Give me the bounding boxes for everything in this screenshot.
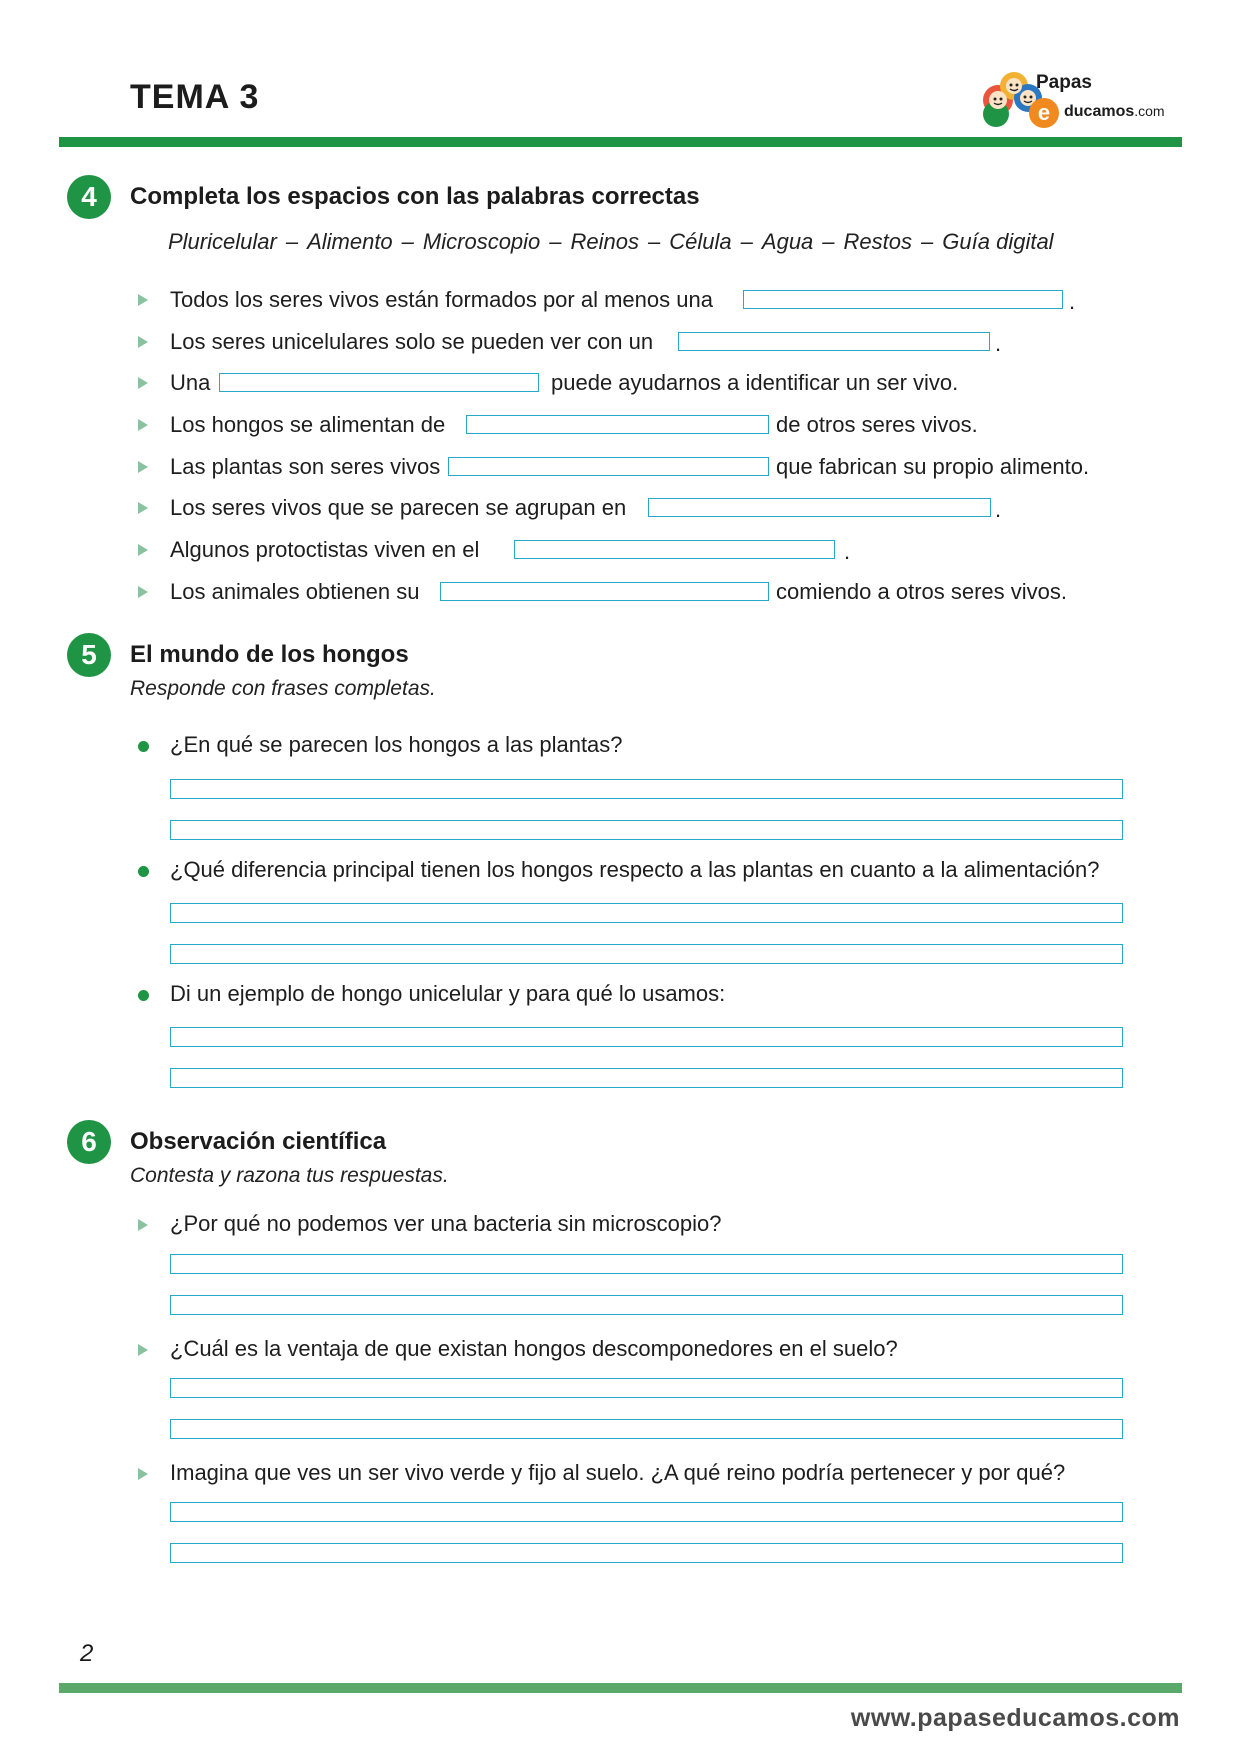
word-bank-separator: –: [921, 229, 934, 254]
logo-com: .com: [1134, 103, 1165, 119]
dot-bullet-icon: [138, 866, 149, 877]
fill-sentence-6-end: .: [995, 497, 1002, 522]
word-bank-item: Alimento: [307, 229, 393, 254]
section-number-4: 4: [67, 175, 111, 219]
fill-blank-4[interactable]: [466, 415, 769, 434]
triangle-bullet-icon: [138, 586, 148, 598]
word-bank-separator: –: [740, 229, 753, 254]
logo-word-ducamos: ducamos: [1064, 103, 1135, 120]
answer-line[interactable]: [170, 1378, 1123, 1398]
word-bank-item: Agua: [761, 229, 814, 254]
answer-line[interactable]: [170, 903, 1123, 923]
page-number: 2: [80, 1640, 94, 1667]
triangle-bullet-icon: [138, 1219, 148, 1231]
footer-divider: [59, 1683, 1182, 1693]
fill-sentence-4-end: de otros seres vivos.: [776, 412, 978, 437]
word-bank-separator: –: [401, 229, 414, 254]
triangle-bullet-icon: [138, 544, 148, 556]
fill-sentence-1-start: Todos los seres vivos están formados por al menos una: [170, 287, 713, 312]
fill-blank-3[interactable]: [219, 373, 539, 392]
question-5-2: ¿Qué diferencia principal tienen los hongos respecto a las plantas en cuanto a la alimentación?: [170, 857, 1100, 882]
answer-line[interactable]: [170, 820, 1123, 840]
word-bank-item: Reinos: [570, 229, 640, 254]
word-bank: [168, 229, 1054, 255]
section-6-subtitle: Contesta y razona tus respuestas.: [130, 1164, 449, 1187]
triangle-bullet-icon: [138, 502, 148, 514]
section-6-title: Observación científica: [130, 1128, 387, 1155]
answer-line[interactable]: [170, 1254, 1123, 1274]
word-bank-separator: –: [285, 229, 299, 254]
fill-sentence-8-start: Los animales obtienen su: [170, 579, 420, 604]
fill-sentence-7-start: Algunos protoctistas viven en el: [170, 537, 480, 562]
fill-sentence-1-end: .: [1069, 289, 1076, 314]
dot-bullet-icon: [138, 741, 149, 752]
answer-line[interactable]: [170, 1027, 1123, 1047]
dot-bullet-icon: [138, 990, 149, 1001]
answer-line[interactable]: [170, 944, 1123, 964]
fill-sentence-5-start: Las plantas son seres vivos: [170, 454, 441, 479]
word-bank-separator: –: [822, 229, 835, 254]
triangle-bullet-icon: [138, 419, 148, 431]
triangle-bullet-icon: [138, 1344, 148, 1356]
triangle-bullet-icon: [138, 1468, 148, 1480]
footer-url: www.papaseducamos.com: [850, 1704, 1180, 1732]
triangle-bullet-icon: [138, 461, 148, 473]
word-bank-item: Célula: [669, 229, 732, 254]
fill-sentence-3-end: puede ayudarnos a identificar un ser vivo.: [551, 370, 959, 395]
fill-sentence-7-end: .: [844, 539, 851, 564]
section-number-5: 5: [67, 633, 111, 677]
answer-line[interactable]: [170, 1502, 1123, 1522]
fill-sentence-3-start: Una: [170, 370, 211, 395]
section-5-title: El mundo de los hongos: [130, 641, 409, 668]
triangle-bullet-icon: [138, 294, 148, 306]
fill-sentence-5-end: que fabrican su propio alimento.: [776, 454, 1090, 479]
fill-sentence-6-start: Los seres vivos que se parecen se agrupan en: [170, 495, 627, 520]
fill-sentence-2-start: Los seres unicelulares solo se pueden ver con un: [170, 329, 654, 354]
triangle-bullet-icon: [138, 377, 148, 389]
header-divider: [59, 137, 1182, 147]
fill-blank-8[interactable]: [440, 582, 769, 601]
answer-line[interactable]: [170, 779, 1123, 799]
logo-word-papas: Papas: [1036, 72, 1092, 93]
triangle-bullet-icon: [138, 336, 148, 348]
question-5-3: Di un ejemplo de hongo unicelular y para qué lo usamos:: [170, 981, 726, 1006]
word-bank-item: Microscopio: [422, 229, 541, 254]
word-bank-separator: –: [549, 229, 562, 254]
word-bank-item: Guía digital: [942, 229, 1054, 254]
section-number-6: 6: [67, 1120, 111, 1164]
question-5-1: ¿En qué se parecen los hongos a las plantas?: [170, 732, 623, 757]
logo-e-letter: e: [1037, 100, 1051, 125]
section-4-title: Completa los espacios con las palabras correctas: [130, 183, 700, 210]
question-6-3: Imagina que ves un ser vivo verde y fijo al suelo. ¿A qué reino podría pertenecer y por qué?: [170, 1460, 1066, 1485]
fill-blank-7[interactable]: [514, 540, 835, 559]
question-6-1: ¿Por qué no podemos ver una bacteria sin microscopio?: [170, 1211, 722, 1236]
word-bank-item: Pluricelular: [168, 229, 277, 254]
fill-sentence-8-end: comiendo a otros seres vivos.: [776, 579, 1068, 604]
fill-sentence-4-start: Los hongos se alimentan de: [170, 412, 446, 437]
word-bank-separator: –: [648, 229, 661, 254]
fill-blank-2[interactable]: [678, 332, 990, 351]
answer-line[interactable]: [170, 1419, 1123, 1439]
section-5-subtitle: Responde con frases completas.: [130, 677, 436, 700]
logo-word-educamos: [1064, 103, 1165, 121]
answer-line[interactable]: [170, 1068, 1123, 1088]
question-6-2: ¿Cuál es la ventaja de que existan hongos descomponedores en el suelo?: [170, 1336, 898, 1361]
page-title: TEMA 3: [130, 78, 260, 116]
fill-sentence-2-end: .: [995, 331, 1002, 356]
fill-blank-5[interactable]: [448, 457, 769, 476]
word-bank-item: Restos: [843, 229, 913, 254]
fill-blank-6[interactable]: [648, 498, 991, 517]
answer-line[interactable]: [170, 1543, 1123, 1563]
fill-blank-1[interactable]: [743, 290, 1063, 309]
answer-line[interactable]: [170, 1295, 1123, 1315]
